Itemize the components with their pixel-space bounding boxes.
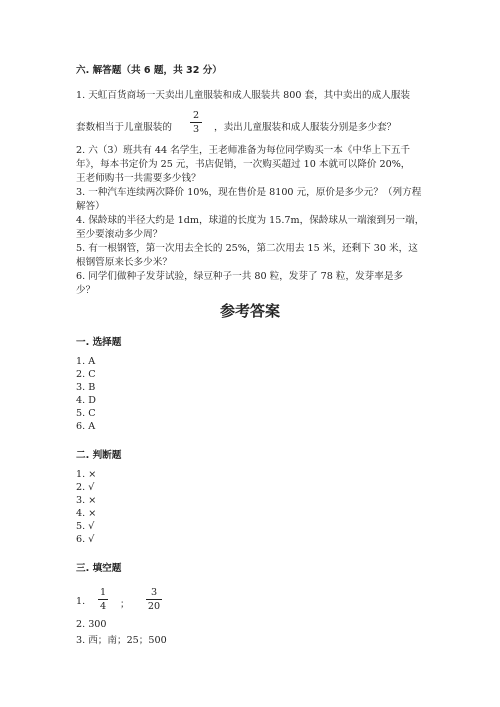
fraction-denominator: 20 xyxy=(147,601,161,612)
choice-answer-2: 2. C xyxy=(76,369,96,380)
choice-answer-4: 4. D xyxy=(76,395,96,406)
fraction-bar xyxy=(98,599,108,600)
question-3-line-1: 3. 一种汽车连续两次降价 10%，现在售价是 8100 元，原价是多少元？（列方程 xyxy=(76,187,422,198)
choice-heading: 一. 选择题 xyxy=(76,337,122,348)
fraction-numerator: 3 xyxy=(150,587,158,598)
fraction-denominator: 4 xyxy=(99,601,107,612)
question-2-line-2: 年》，每本书定价为 25 元，书店促销，一次购买超过 10 本就可以降价 20%， xyxy=(76,159,411,170)
fraction-numerator: 2 xyxy=(192,110,200,121)
fraction-bar xyxy=(190,122,202,123)
choice-answer-1: 1. A xyxy=(76,356,96,367)
choice-answer-3: 3. B xyxy=(76,382,96,393)
question-5-line-1: 5. 有一根钢管，第一次用去全长的 25%，第二次用去 15 米，还剩下 30 米，这 xyxy=(76,243,418,254)
fill-answer-1-prefix: 1. xyxy=(76,596,86,607)
question-2-line-1: 2. 六（3）班共有 44 名学生，王老师准备为每位同学购买一本《中华上下五千 xyxy=(76,145,411,156)
question-2-line-3: 王老师购书一共需要多少钱？ xyxy=(76,173,201,184)
judge-answer-3: 3. × xyxy=(76,495,97,506)
judge-answer-1: 1. × xyxy=(76,469,97,480)
question-1-line-2b: ，卖出儿童服装和成人服装分别是多少套？ xyxy=(214,122,397,133)
judge-answer-4: 4. × xyxy=(76,508,97,519)
fraction-three-twentieths xyxy=(146,587,162,612)
question-1-line-2a: 套数相当于儿童服装的 xyxy=(76,122,172,133)
judge-heading: 二. 判断题 xyxy=(76,450,122,461)
fraction-denominator: 3 xyxy=(192,124,200,135)
fraction-numerator: 1 xyxy=(99,587,107,598)
fraction-bar xyxy=(146,599,162,600)
fill-heading: 三. 填空题 xyxy=(76,563,122,574)
question-6-line-1: 6. 同学们做种子发芽试验，绿豆种子一共 80 粒，发芽了 78 粒，发芽率是多 xyxy=(76,271,404,282)
fraction-two-thirds xyxy=(190,110,202,135)
question-6-line-2: 少？ xyxy=(76,285,96,296)
fill-answer-3: 3. 西；南；25；500 xyxy=(76,635,167,646)
choice-answer-5: 5. C xyxy=(76,408,96,419)
fraction-one-quarter xyxy=(98,587,108,612)
fill-answer-1-separator: ； xyxy=(120,599,130,610)
question-3-line-2: 解答） xyxy=(76,201,105,212)
question-5-line-2: 根钢管原来长多少米？ xyxy=(76,257,172,268)
judge-answer-2: 2. √ xyxy=(76,482,95,493)
fill-answer-2: 2. 300 xyxy=(76,619,107,630)
choice-answer-6: 6. A xyxy=(76,421,96,432)
section-6-heading: 六. 解答题（共 6 题，共 32 分） xyxy=(76,65,222,76)
question-4-line-2: 至少要滚动多少周？ xyxy=(76,229,163,240)
judge-answer-6: 6. √ xyxy=(76,534,95,545)
judge-answer-5: 5. √ xyxy=(76,521,95,532)
question-1-line-1: 1. 天虹百货商场一天卖出儿童服装和成人服装共 800 套，其中卖出的成人服装 xyxy=(76,90,411,101)
answers-title: 参考答案 xyxy=(219,302,280,320)
question-4-line-1: 4. 保龄球的半径大约是 1dm，球道的长度为 15.7m，保龄球从一端滚到另一端， xyxy=(76,215,425,226)
